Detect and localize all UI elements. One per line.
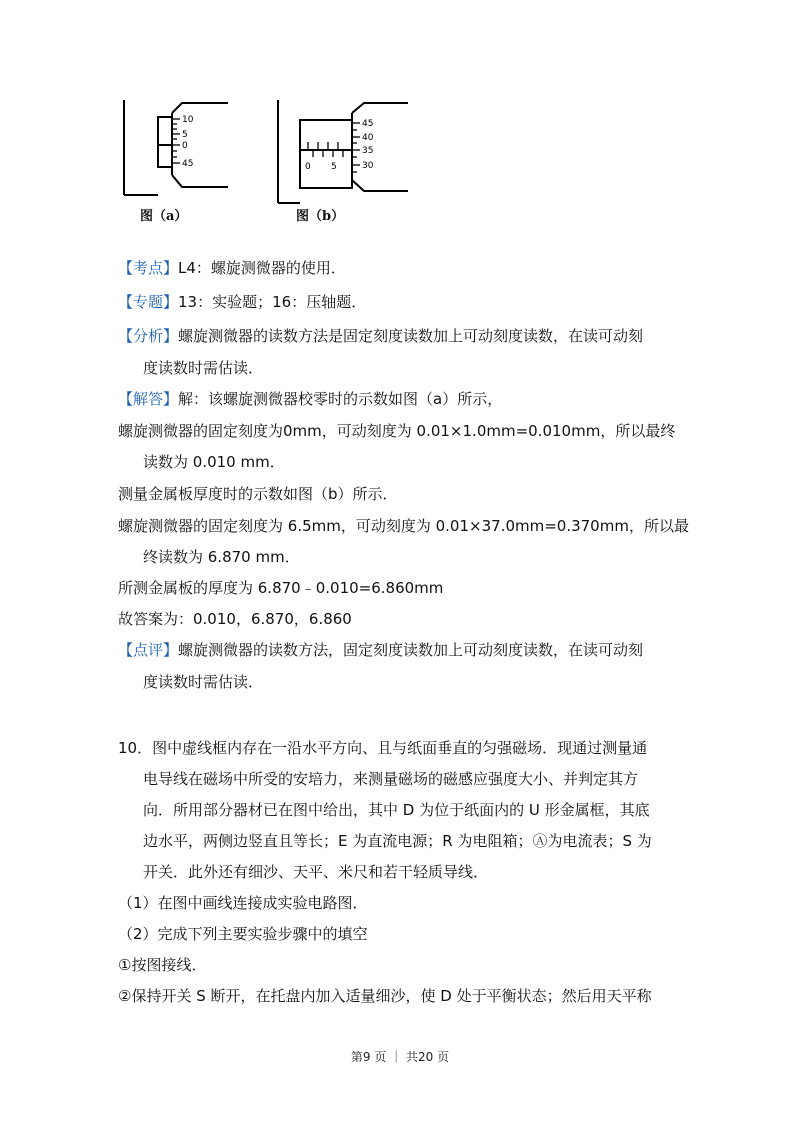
question-10-line-3: 向．所用部分器材已在图中给出，其中 D 为位于纸面内的 U 形金属框，其底 [143,801,650,819]
main-scale-5: 5 [331,162,337,172]
question-10-line-4: 边水平，两侧边竖直且等长；E 为直流电源；R 为电阻箱；Ⓐ为电流表；S 为 [143,832,652,850]
question-10-line-1: 10．图中虚线框内存在一沿水平方向、且与纸面垂直的匀强磁场．现通过测量通 [118,739,648,757]
tick-a-3: 45 [182,159,194,169]
tag-kaodian: 【考点】 [118,259,179,277]
tick-b-0: 45 [362,119,374,129]
tick-a-1: 5 [182,130,188,140]
question-10-line-5: 开关．此外还有细沙、天平、米尺和若干轻质导线． [143,863,489,881]
tick-a-2: 0 [182,141,188,151]
question-10-step-2: ②保持开关 S 断开，在托盘内加入适量细沙，使 D 处于平衡状态；然后用天平称 [118,987,652,1005]
figure-b-caption: 图（b） [296,209,345,224]
line-answer-4: 螺旋测微器的固定刻度为 6.5mm，可动刻度为 0.01×37.0mm=0.370mm，所以最 [118,517,689,535]
main-scale-0: 0 [305,162,311,172]
question-10-line-2: 电导线在磁场中所受的安培力，来测量磁场的磁感应强度大小、并判定其方 [143,770,639,788]
tick-b-1: 40 [362,133,374,143]
question-10-part-2: （2）完成下列主要实验步骤中的填空 [118,925,368,943]
line-kaodian: 【考点】L4：螺旋测微器的使用． [118,259,346,277]
line-answer-6: 所测金属板的厚度为 6.870﹣0.010=6.860mm [118,579,444,597]
question-10-step-1: ①按图接线． [118,956,207,974]
line-dianping: 【点评】螺旋测微器的读数方法，固定刻度读数加上可动刻度读数，在读可动刻 [118,641,644,659]
tag-zhuanti: 【专题】 [118,293,179,311]
tag-dianping: 【点评】 [118,641,179,659]
tick-b-3: 30 [362,161,374,171]
tick-b-2: 35 [362,146,374,156]
line-jieda: 【解答】解：该螺旋测微器校零时的示数如图（a）所示， [118,390,503,408]
line-fenxi: 【分析】螺旋测微器的读数方法是固定刻度读数加上可动刻度读数，在读可动刻 [118,327,644,345]
line-answer-final: 故答案为：0.010，6.870，6.860 [118,610,352,628]
line-answer-3: 测量金属板厚度时的示数如图（b）所示． [118,485,398,503]
micrometer-figure [118,95,418,225]
question-10-part-1: （1）在图中画线连接成实验电路图． [118,894,368,912]
figure-a-caption: 图（a） [140,209,188,224]
line-zhuanti: 【专题】13：实验题；16：压轴题． [118,293,367,311]
tag-fenxi: 【分析】 [118,327,179,345]
tag-jieda: 【解答】 [118,390,179,408]
line-answer-2: 读数为 0.010 mm． [143,453,285,471]
tick-a-0: 10 [182,115,194,125]
line-dianping-cont: 度读数时需估读． [143,673,264,691]
line-answer-1: 螺旋测微器的固定刻度为0mm，可动刻度为 0.01×1.0mm=0.010mm，所以最终 [118,422,676,440]
line-answer-5: 终读数为 6.870 mm． [143,548,300,566]
page-footer: 第9 页 ｜ 共20 页 [350,1050,450,1064]
line-fenxi-cont: 度读数时需估读． [143,359,264,377]
